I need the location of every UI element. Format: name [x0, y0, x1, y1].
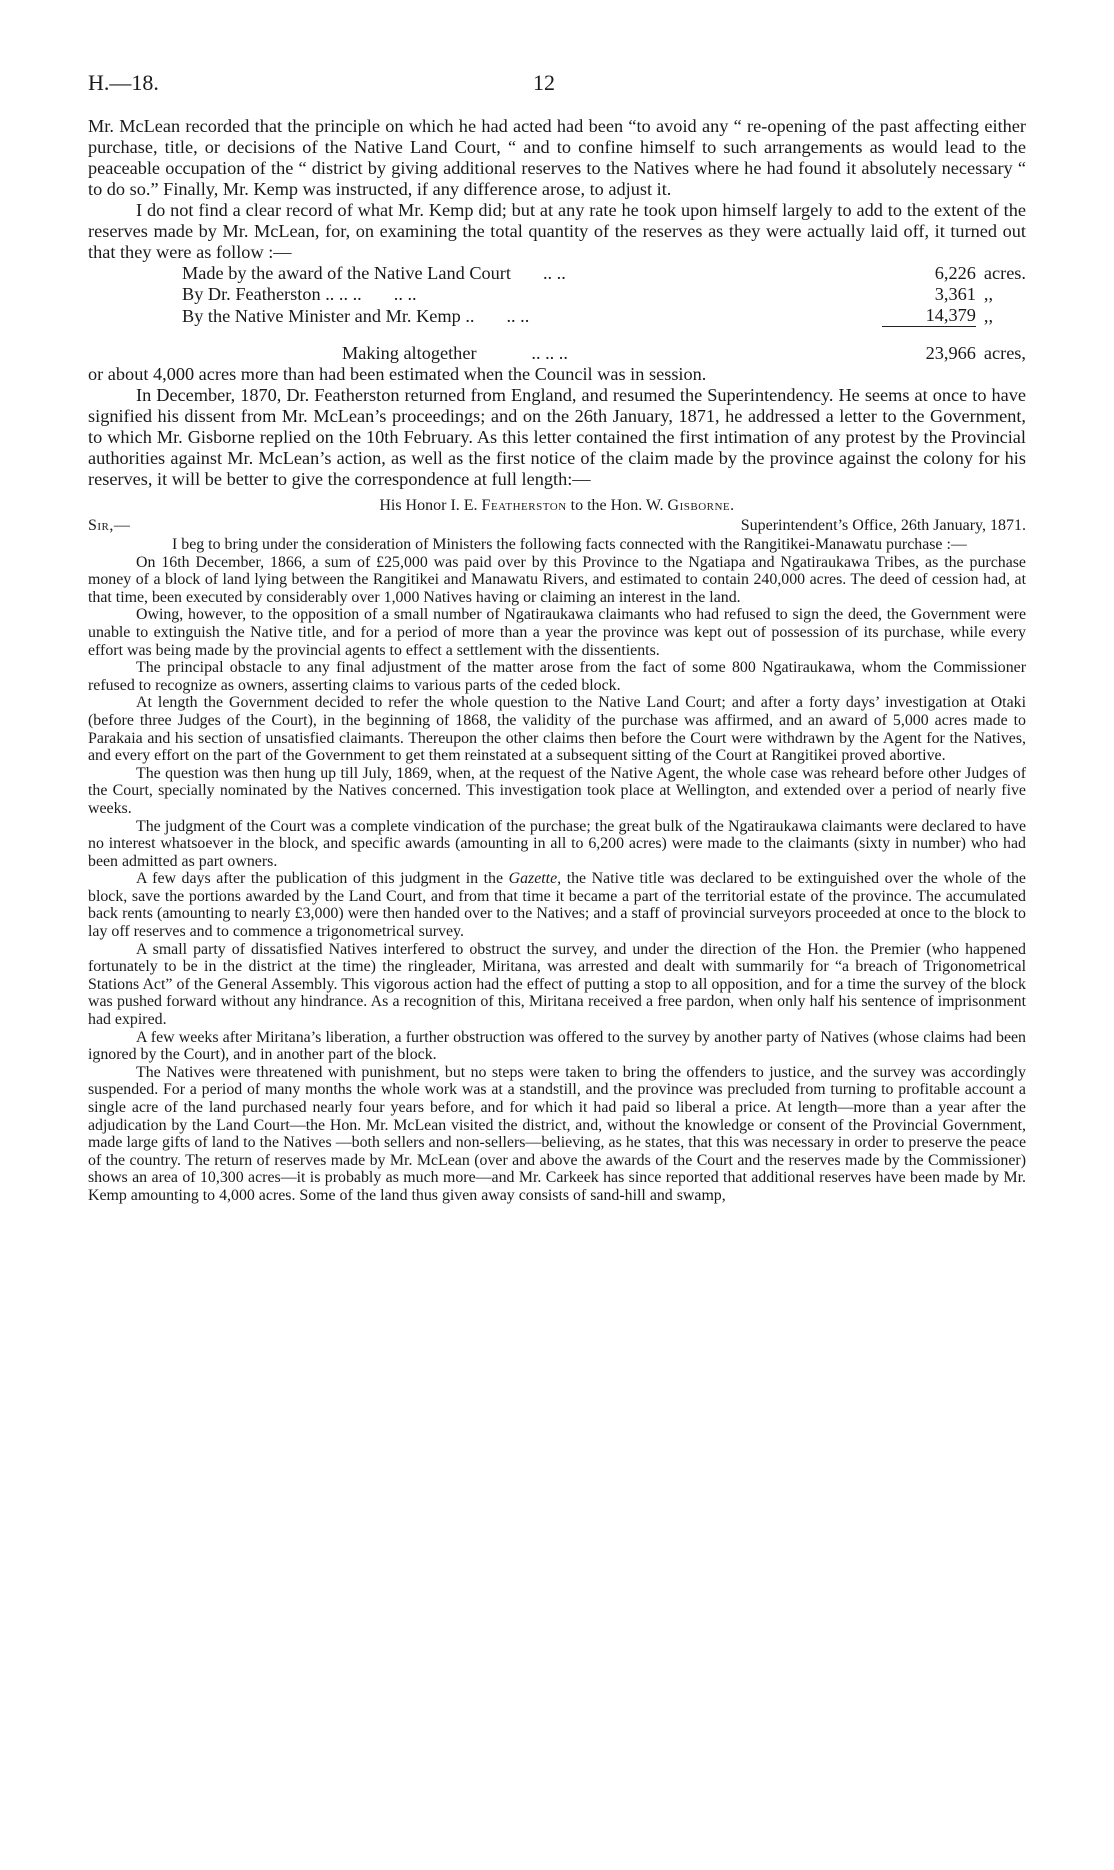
letter-sender: Featherston [481, 497, 567, 514]
paragraph: At length the Government decided to refer the whole question to the Native Land Court; and after a forty days’ investigation at Otaki (before three Judges of the Court), in the beginning of 1868, the validity of the purchase was affirmed, and an award of 5,000 acres made to Parakaia and his section of unsatisfied claimants. Thereupon the other claims then before the Court were withdrawn by the Agent for the Natives, and every effort on the part of the Government to get them reinstated at a subsequent sitting of the Court at Rangitikei proved abortive. [88, 694, 1026, 765]
paragraph: I beg to bring under the consideration of Ministers the following facts connected with the Rangitikei-Manawatu purchase :— [172, 536, 967, 553]
row-leaders: .. .. [542, 263, 566, 283]
paragraph: A few days after the publication of this judgment in the Gazette, the Native title was declared to be extinguished over the whole of the block, save the portions awarded by the Land Court, and from that time it became a part of the territorial estate of the province. The accumulated back rents (amounting to nearly £3,000) were then handed over to the Natives; and a staff of provincial surveyors proceeded at once to the block to lay off reserves and to commence a trigonometrical survey. [88, 870, 1026, 941]
row-value: 3,361 [934, 284, 976, 304]
paragraph: or about 4,000 acres more than had been estimated when the Council was in session. [88, 364, 707, 384]
paragraph: A small party of dissatisfied Natives interfered to obstruct the survey, and under the direction of the Hon. the Premier (who happened fortunately to be in the district at the time) the ringleader, Miritana, was arrested and dealt with summarily for “a breach of Trigonometrical Stations Act” of the General Assembly. This vigorous action had the effect of putting a stop to all opposition, and for a time the survey of the block was pushed forward without any hindrance. As a recognition of this, Miritana received a free pardon, when only half his sentence of imprisonment had expired. [88, 940, 1026, 1029]
paragraph: A few weeks after Miritana’s liberation, a further obstruction was offered to the survey by another party of Natives (whose claims had been ignored by the Court), and in another part of the block. [88, 1028, 1026, 1064]
document-body [88, 116, 1026, 1205]
paragraph: On 16th December, 1866, a sum of £25,000 was paid over by this Province to the Ngatiapa and Ngatiraukawa Tribes, as the purchase money of a block of land lying between the Rangitikei and Manawatu Rivers, and estimated to contain 240,000 acres. The deed of cession had, at that time, been executed by considerably over 1,000 Natives having or claiming an interest in the land. [88, 553, 1026, 606]
paragraph: Owing, however, to the opposition of a small number of Ngatiraukawa claimants who had refused to sign the deed, the Government were unable to extinguish the Native title, and for a period of more than a year the province was kept out of possession of its purchase, while every effort was being made by the provincial agents to effect a settlement with the dissentients. [88, 606, 1026, 659]
page-header [88, 70, 1026, 100]
paragraph: The question was then hung up till July, 1869, when, at the request of the Native Agent, the whole case was reheard before other Judges of the Court, specially nominated by the Natives concerned. This investigation took place at Wellington, and extended over a period of nearly five weeks. [88, 764, 1026, 817]
row-label: By Dr. Featherston .. .. .. [182, 284, 362, 304]
row-label: By the Native Minister and Mr. Kemp .. [182, 305, 475, 326]
table-row [182, 305, 1026, 327]
salutation: Sir,— [88, 517, 131, 534]
row-value: 14,379 [925, 305, 976, 325]
total-value: 23,966 [925, 343, 976, 363]
total-label: Making altogether [342, 343, 477, 363]
letter-body [88, 536, 1026, 1205]
letter-title: His Honor I. E. Featherston to the Hon. W. Gisborne. [379, 497, 735, 514]
paragraph: I do not find a clear record of what Mr. Kemp did; but at any rate he took upon himself largely to add to the extent of the reserves made by Mr. McLean, for, on examining the total quantity of the reserves as they were actually laid off, it turned out that they were as follow :— [88, 200, 1026, 262]
row-leaders: .. .. [506, 305, 530, 326]
gazette-title: Gazette, [508, 870, 562, 888]
paragraph: In December, 1870, Dr. Featherston returned from England, and resumed the Superintendency. He seems at once to have signified his dissent from Mr. McLean’s proceedings; and on the 26th January, 1871, he addressed a letter to the Government, to which Mr. Gisborne replied on the 10th February. As this letter contained the first intimation of any protest by the Provincial authorities against Mr. McLean’s action, as well as the first notice of the claim made by the province against the colony for his reserves, it will be better to give the correspondence at full length:— [88, 385, 1026, 489]
intro-section [88, 116, 1026, 263]
table-row [182, 284, 1026, 305]
total-leaders: .. .. .. [531, 343, 568, 363]
letter-salutation-line [88, 516, 1026, 536]
total-row [182, 343, 1026, 364]
paragraph: The judgment of the Court was a complete vindication of the purchase; the great bulk of the Ngatiraukawa claimants were declared to have no interest whatsoever in the block, and specific awards (amounting in all to 6,200 acres) were made to the claimants (sixty in number) who had been admitted as part owners. [88, 817, 1026, 870]
narrative-section [88, 364, 1026, 490]
row-label: Made by the award of the Native Land Court [182, 263, 511, 283]
reserves-table [182, 263, 1026, 364]
table-row [182, 263, 1026, 284]
letter-address: Superintendent’s Office, 26th January, 1871. [740, 517, 1026, 534]
row-unit: ,, [983, 305, 994, 326]
row-leaders: .. .. [393, 284, 417, 304]
document-reference: H.—18. [88, 70, 159, 95]
letter-recipient: Gisborne. [667, 497, 735, 514]
paragraph: The principal obstacle to any final adjustment of the matter arose from the fact of some 800 Ngatiraukawa, whom the Commissioner refused to recognize as owners, asserting claims to various parts of the ceded block. [88, 659, 1026, 694]
row-value: 6,226 [934, 263, 976, 283]
row-unit: acres. [983, 263, 1026, 283]
paragraph: The Natives were threatened with punishment, but no steps were taken to bring the offenders to justice, and the survey was accordingly suspended. For a period of many months the whole work was at a standstill, and the province was precluded from turning to profitable account a single acre of the land purchased nearly four years before, and for which it had paid so liberal a price. At length—more than a year after the adjudication by the Land Court—the Hon. Mr. McLean visited the district, and, without the knowledge or consent of the Provincial Government, made large gifts of land to the Natives —both sellers and non-sellers—believing, as he states, that this was necessary in order to preserve the peace of the country. The return of reserves made by Mr. McLean (over and above the awards of the Court and the reserves made by the Commissioner) shows an area of 10,300 acres—it is probably as much more—and Mr. Carkeek has since reported that additional reserves have been made by Mr. Kemp amounting to 4,000 acres. Some of the land thus given away consists of sand-hill and swamp, [88, 1063, 1026, 1204]
total-unit: acres, [983, 343, 1026, 363]
page-number: 12 [533, 70, 555, 95]
row-unit: ,, [983, 284, 994, 304]
paragraph: Mr. McLean recorded that the principle on which he had acted had been “to avoid any “ re-opening of the past affecting either purchase, title, or decisions of the Native Land Court, “ and to confine himself to such arrangements as would lead to the peaceable occupation of the “ district by giving additional reserves to the Natives where he had found it absolutely necessary “ to do so.” Finally, Mr. Kemp was instructed, if any difference arose, to adjust it. [88, 116, 1026, 199]
